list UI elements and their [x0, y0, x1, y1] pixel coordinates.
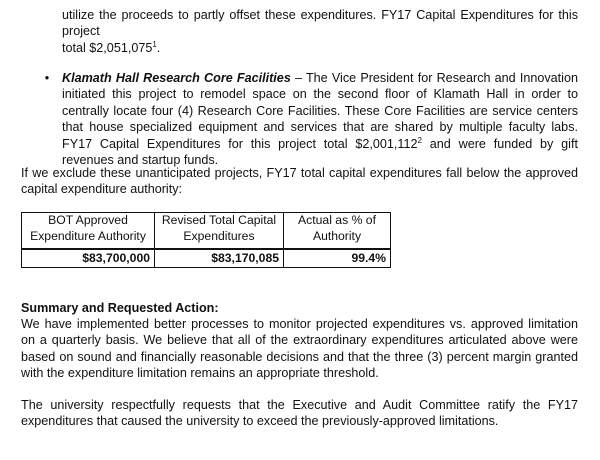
table-value-row — [22, 249, 391, 268]
summary-heading: Summary and Requested Action: — [21, 301, 219, 315]
continued-paragraph — [62, 7, 578, 56]
value-revised-total: $83,170,085 — [155, 249, 284, 268]
bullet-dash: – — [290, 71, 306, 85]
header-bot-approved: BOT Approved Expenditure Authority — [22, 213, 155, 250]
bullet-marker: • — [44, 71, 50, 85]
request-paragraph: The university respectfully requests that the Executive and Audit Committee ratify the FY17 expenditures that caused the university to exceed the previously-approved limitations. — [21, 398, 578, 429]
table-header-row — [22, 213, 391, 250]
header-actual-percent: Actual as % of Authority — [284, 213, 391, 250]
continuation-line-1: utilize the proceeds to partly offset these expenditures. FY17 Capital Expenditures for this project — [62, 8, 578, 39]
summary-paragraph: We have implemented better processes to monitor projected expenditures vs. approved limitation on a quarterly basis. We believe that all of the extraordinary expenditures articulated above were based on sound and financially reasonable decisions and that the three (3) percent margin granted with the expenditure limitation remains an appropriate threshold. — [21, 317, 578, 381]
value-bot-approved: $83,700,000 — [22, 249, 155, 268]
expenditure-table — [21, 212, 391, 268]
klamath-hall-bullet — [44, 70, 578, 168]
continuation-line-2: total $2,051,075 — [62, 40, 153, 55]
value-actual-percent: 99.4% — [284, 249, 391, 268]
header-revised-total: Revised Total Capital Expenditures — [155, 213, 284, 250]
footnote-2-marker: 2 — [417, 135, 422, 145]
exclude-paragraph: If we exclude these unanticipated projects, FY17 total capital expenditures fall below the approved capital expenditure authority: — [21, 166, 578, 197]
bullet-text: The Vice President for Research and Innovation initiated this project to remodel space on the second floor of Klamath Hall in order to centrally locate four (4) Research Core Facilities. These Core Facilities are service centers that house specialized equipment and services that are shared by multiple faculty labs. FY17 Capital Expenditures for this project total $2,001,112 — [62, 71, 578, 151]
continuation-period: . — [156, 40, 161, 55]
footnote-1-marker: 1 — [152, 39, 157, 49]
bullet-text-end: and were funded by gift revenues and startup funds. — [62, 136, 578, 168]
bullet-title: Klamath Hall Research Core Facilities — [62, 71, 291, 85]
